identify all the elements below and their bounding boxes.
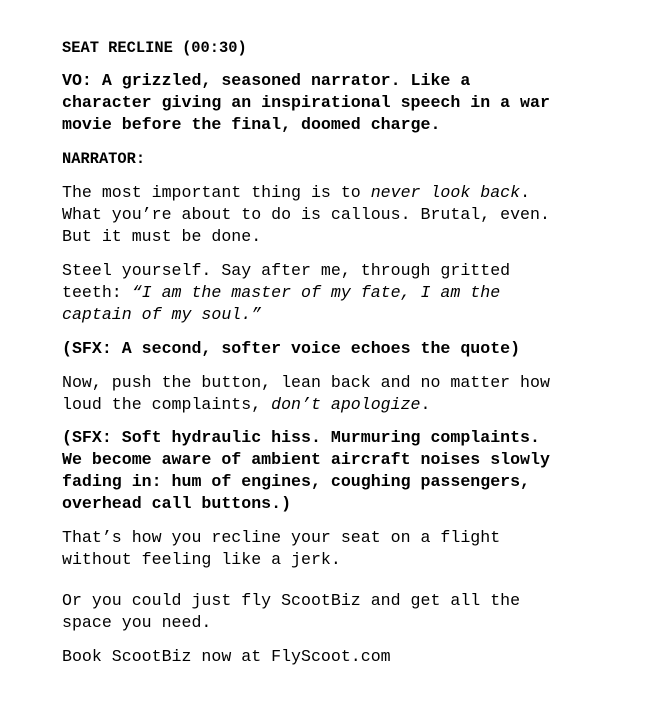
speaker-label: [62, 148, 145, 170]
sfx-text: (SFX: Soft hydraulic hiss. Murmuring complaints.: [62, 428, 540, 447]
narration-paragraph-3: [62, 372, 550, 416]
vo-direction-line: VO: A grizzled, seasoned narrator. Like a: [62, 71, 471, 90]
narration-text: Steel yourself. Say after me, through gritted: [62, 261, 511, 280]
vo-direction: [62, 70, 550, 136]
narration-paragraph-2: [62, 260, 510, 326]
narration-text: But it must be done.: [62, 227, 262, 246]
narration-paragraph-1: [62, 182, 550, 248]
emphasis-text: “I am the master of my fate, I am the: [131, 283, 501, 302]
vo-direction-line: character giving an inspirational speech in a war: [62, 93, 550, 112]
narration-text: Or you could just fly ScootBiz and get all the: [62, 591, 521, 610]
narration-text: The most important thing is to: [62, 183, 371, 202]
vo-direction-line: movie before the final, doomed charge.: [62, 115, 441, 134]
emphasis-text: never look back: [370, 183, 521, 202]
narration-paragraph-5: [62, 590, 520, 634]
closing-line: [62, 646, 391, 668]
scene-title: [62, 37, 247, 59]
narration-text: teeth:: [62, 283, 132, 302]
sfx-direction-2: [62, 427, 550, 515]
scene-title-text: SEAT RECLINE (00:30): [62, 39, 247, 57]
narration-text: without feeling like a jerk.: [62, 550, 341, 569]
sfx-direction-1: [62, 338, 520, 360]
narration-text: loud the complaints,: [62, 395, 272, 414]
sfx-text: We become aware of ambient aircraft noises slowly: [62, 450, 550, 469]
narration-text: .: [520, 183, 531, 202]
emphasis-text: captain of my soul.”: [62, 305, 262, 324]
narration-text: .: [420, 395, 431, 414]
narration-text: What you’re about to do is callous. Brutal, even.: [62, 205, 550, 224]
sfx-text: fading in: hum of engines, coughing passengers,: [62, 472, 531, 491]
narration-text: That’s how you recline your seat on a flight: [62, 528, 501, 547]
narration-paragraph-4: [62, 527, 500, 571]
narration-text: Now, push the button, lean back and no matter how: [62, 373, 550, 392]
speaker-name: NARRATOR:: [62, 150, 146, 168]
closing-text: Book ScootBiz now at FlyScoot.com: [62, 647, 391, 666]
sfx-text: overhead call buttons.): [62, 494, 292, 513]
emphasis-text: don’t apologize: [271, 395, 421, 414]
sfx-text: (SFX: A second, softer voice echoes the quote): [62, 339, 521, 358]
narration-text: space you need.: [62, 613, 212, 632]
